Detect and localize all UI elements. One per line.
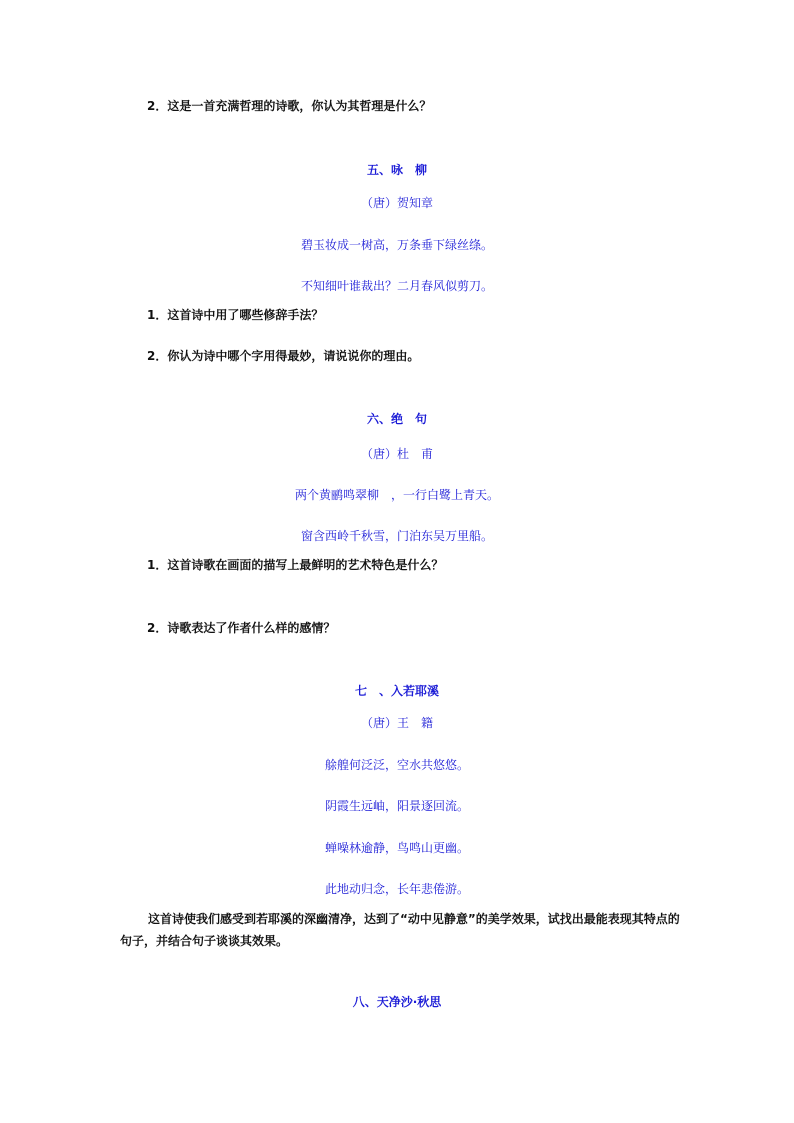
poem-author-jueju: （唐）杜 甫 [360, 447, 433, 461]
question-6-2: 2．诗歌表达了作者什么样的感情？ [147, 621, 336, 635]
poem-title-yongliu: 五、咏 柳 [366, 163, 427, 177]
poem-author-ruoyexi: （唐）王 籍 [360, 716, 433, 730]
question-5-1: 1．这首诗中用了哪些修辞手法？ [147, 308, 324, 322]
poem-title-ruoyexi: 七 、入若耶溪 [354, 684, 439, 698]
question-7-text: 这首诗使我们感受到若耶溪的深幽清净，达到了“动中见静意”的美学效果，试找出最能表现其特点的句子，并结合句子谈谈其效果。 [120, 912, 680, 948]
poem-line: 不知细叶谁裁出？二月春风似剪刀。 [300, 279, 493, 293]
question-7-paragraph [120, 908, 680, 952]
poem-line: 碧玉妆成一树高，万条垂下绿丝绦。 [300, 238, 493, 252]
poem-line: 两个黄鹂鸣翠柳 ，一行白鹭上青天。 [294, 488, 499, 502]
question-4-2: 2．这是一首充满哲理的诗歌，你认为其哲理是什么？ [147, 99, 432, 113]
poem-title-jueju: 六、绝 句 [366, 412, 427, 426]
poem-line: 窗含西岭千秋雪，门泊东吴万里船。 [300, 529, 493, 543]
poem-line: 阴霞生远岫，阳景逐回流。 [324, 799, 469, 813]
question-6-1: 1．这首诗歌在画面的描写上最鲜明的艺术特色是什么？ [147, 558, 444, 572]
poem-author-yongliu: （唐）贺知章 [360, 196, 433, 210]
poem-title-tianjingsha: 八、天净沙·秋思 [352, 995, 442, 1009]
poem-line: 蝉噪林逾静，鸟鸣山更幽。 [324, 841, 469, 855]
poem-line: 艅艎何泛泛，空水共悠悠。 [324, 758, 469, 772]
question-5-2: 2．你认为诗中哪个字用得最妙，请说说你的理由。 [147, 349, 420, 363]
poem-line: 此地动归念，长年悲倦游。 [324, 882, 469, 896]
